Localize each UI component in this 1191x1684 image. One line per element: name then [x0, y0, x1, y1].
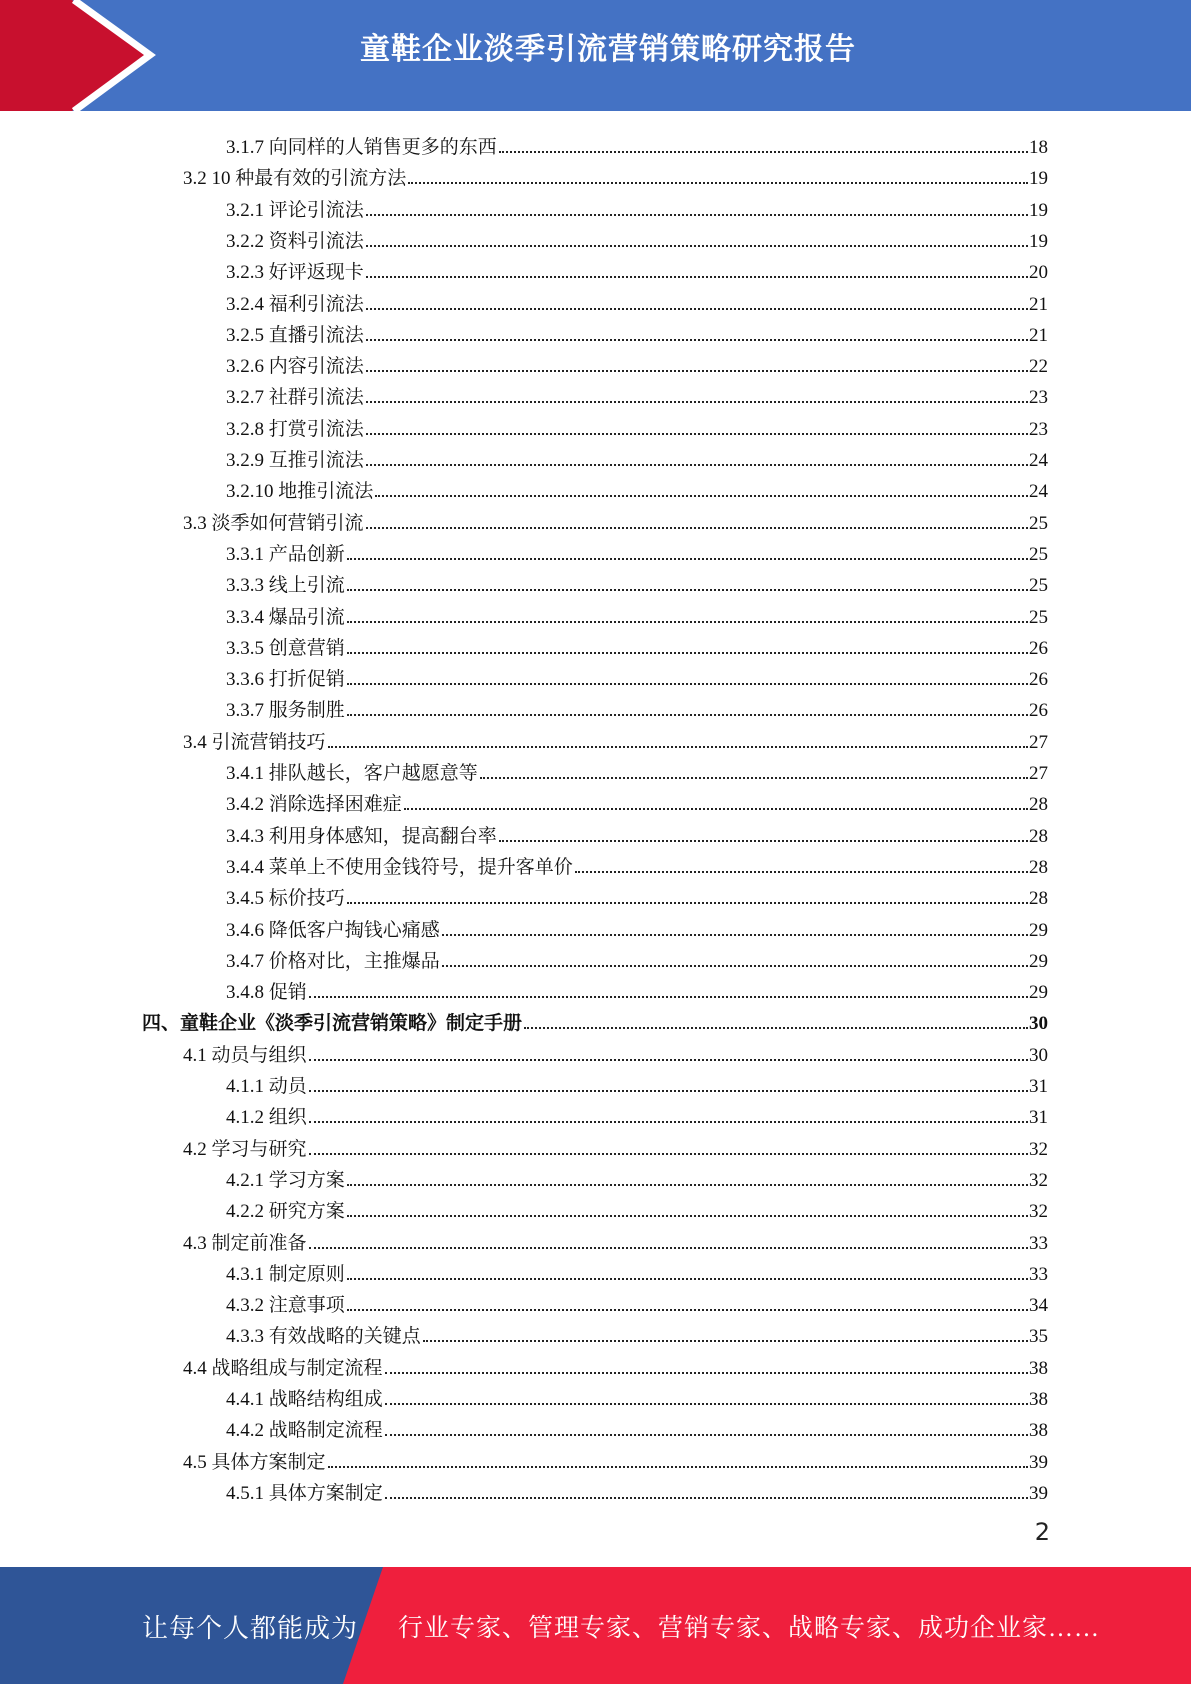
toc-subsection-entry[interactable]: [226, 1067, 1048, 1098]
toc-subsection-entry[interactable]: [226, 222, 1048, 253]
page-number: 2: [1034, 1518, 1050, 1546]
toc-dot-leader: [366, 370, 1028, 372]
toc-subsection-entry[interactable]: [226, 566, 1048, 597]
toc-entry-label: 3.3.1 产品创新: [226, 543, 345, 565]
toc-dot-leader: [366, 401, 1028, 403]
toc-entry-label: 3.3.6 打折促销: [226, 669, 345, 691]
toc-entry-label: 4.2.1 学习方案: [226, 1169, 345, 1191]
toc-entry-page: 27: [1029, 731, 1048, 753]
toc-entry-label: 4.3 制定前准备: [183, 1232, 307, 1254]
toc-subsection-entry[interactable]: [226, 1411, 1048, 1442]
toc-entry-label: 3.2.2 资料引流法: [226, 230, 364, 252]
toc-section-entry[interactable]: [183, 1224, 1048, 1255]
toc-dot-leader: [347, 683, 1028, 685]
toc-entry-label: 4.1 动员与组织: [183, 1044, 307, 1066]
toc-entry-label: 四、童鞋企业《淡季引流营销策略》制定手册: [142, 1013, 523, 1035]
toc-entry-label: 3.4 引流营销技巧: [183, 731, 326, 753]
toc-entry-page: 33: [1029, 1232, 1048, 1254]
toc-entry-label: 3.3 淡季如何营销引流: [183, 512, 364, 534]
toc-dot-leader: [499, 840, 1028, 842]
toc-entry-label: 3.2.8 打赏引流法: [226, 418, 364, 440]
toc-entry-page: 21: [1029, 324, 1048, 346]
toc-entry-page: 29: [1029, 919, 1048, 941]
toc-entry-label: 4.3.2 注意事项: [226, 1295, 345, 1317]
toc-subsection-entry[interactable]: [226, 1161, 1048, 1192]
toc-entry-page: 26: [1029, 637, 1048, 659]
toc-dot-leader: [499, 151, 1028, 153]
toc-section-entry[interactable]: [183, 1130, 1048, 1161]
toc-entry-page: 35: [1029, 1326, 1048, 1348]
toc-entry-page: 31: [1029, 1076, 1048, 1097]
toc-entry-label: 4.3.1 制定原则: [226, 1263, 345, 1285]
toc-subsection-entry[interactable]: [226, 911, 1048, 942]
toc-entry-label: 3.2.4 福利引流法: [226, 293, 364, 315]
toc-entry-label: 4.4.1 战略结构组成: [226, 1389, 383, 1410]
toc-subsection-entry[interactable]: [226, 441, 1048, 472]
toc-entry-page: 24: [1029, 450, 1048, 471]
toc-dot-leader: [366, 245, 1028, 247]
toc-entry-label: 3.2.10 地推引流法: [226, 481, 374, 503]
toc-subsection-entry[interactable]: [226, 1286, 1048, 1317]
toc-dot-leader: [404, 808, 1028, 810]
toc-subsection-entry[interactable]: [226, 191, 1048, 222]
toc-entry-page: 28: [1029, 856, 1048, 878]
toc-entry-label: 3.4.7 价格对比，主推爆品: [226, 950, 440, 972]
toc-entry-page: 38: [1029, 1389, 1048, 1410]
toc-subsection-entry[interactable]: [226, 410, 1048, 441]
toc-entry-page: 29: [1029, 982, 1048, 1004]
toc-subsection-entry[interactable]: [226, 253, 1048, 284]
toc-dot-leader: [366, 464, 1028, 466]
toc-entry-label: 3.2 10 种最有效的引流方法: [183, 168, 407, 190]
toc-dot-leader: [347, 1215, 1028, 1217]
toc-dot-leader: [375, 495, 1028, 497]
toc-entry-label: 3.1.7 向同样的人销售更多的东西: [226, 137, 497, 158]
toc-dot-leader: [347, 652, 1028, 654]
toc-subsection-entry[interactable]: [226, 378, 1048, 409]
toc-entry-label: 3.4.4 菜单上不使用金钱符号，提升客单价: [226, 856, 573, 878]
toc-section-entry[interactable]: [183, 159, 1048, 190]
toc-entry-page: 30: [1029, 1013, 1048, 1035]
toc-entry-label: 4.4.2 战略制定流程: [226, 1420, 383, 1442]
toc-entry-label: 3.4.2 消除选择困难症: [226, 794, 402, 816]
toc-dot-leader: [328, 1466, 1028, 1468]
toc-dot-leader: [309, 1153, 1028, 1155]
toc-subsection-entry[interactable]: [226, 1192, 1048, 1223]
toc-section-entry[interactable]: [183, 723, 1048, 754]
toc-dot-leader: [408, 182, 1028, 184]
toc-subsection-entry[interactable]: [226, 1255, 1048, 1286]
toc-dot-leader: [423, 1340, 1028, 1342]
toc-dot-leader: [309, 1059, 1028, 1061]
toc-entry-label: 3.4.1 排队越长，客户越愿意等: [226, 763, 478, 784]
toc-subsection-entry[interactable]: [226, 942, 1048, 973]
toc-entry-label: 4.2.2 研究方案: [226, 1201, 345, 1223]
toc-section-entry[interactable]: [183, 1036, 1048, 1067]
toc-entry-page: 25: [1029, 543, 1048, 565]
toc-entry-page: 28: [1029, 794, 1048, 816]
toc-subsection-entry[interactable]: [226, 285, 1048, 316]
toc-subsection-entry[interactable]: [226, 128, 1048, 159]
toc-entry-page: 20: [1029, 262, 1048, 284]
toc-section-entry[interactable]: [183, 1349, 1048, 1380]
toc-subsection-entry[interactable]: [226, 629, 1048, 660]
toc-entry-page: 39: [1029, 1482, 1048, 1504]
toc-subsection-entry[interactable]: [226, 879, 1048, 910]
toc-entry-page: 32: [1029, 1169, 1048, 1191]
toc-entry-label: 3.2.6 内容引流法: [226, 356, 364, 378]
toc-dot-leader: [385, 1403, 1028, 1405]
toc-entry-page: 27: [1029, 763, 1048, 784]
toc-entry-page: 31: [1029, 1107, 1048, 1129]
toc-entry-label: 3.2.1 评论引流法: [226, 199, 364, 221]
toc-dot-leader: [575, 871, 1028, 873]
toc-entry-label: 3.4.3 利用身体感知，提高翻台率: [226, 825, 497, 847]
toc-dot-leader: [347, 902, 1028, 904]
toc-dot-leader: [309, 1090, 1028, 1092]
toc-subsection-entry[interactable]: [226, 535, 1048, 566]
toc-entry-page: 28: [1029, 825, 1048, 847]
toc-entry-page: 39: [1029, 1451, 1048, 1473]
toc-dot-leader: [347, 1309, 1028, 1311]
toc-dot-leader: [385, 1372, 1028, 1374]
toc-dot-leader: [347, 558, 1028, 560]
footer-slogan: 让每个人都能成为: [142, 1614, 359, 1643]
toc-dot-leader: [347, 1278, 1028, 1280]
toc-dot-leader: [309, 1121, 1028, 1123]
toc-dot-leader: [480, 777, 1028, 779]
page-header: [0, 0, 1191, 111]
toc-entry-label: 4.2 学习与研究: [183, 1138, 307, 1160]
toc-dot-leader: [347, 714, 1028, 716]
toc-entry-label: 3.2.9 互推引流法: [226, 450, 364, 471]
toc-dot-leader: [366, 433, 1028, 435]
toc-dot-leader: [347, 621, 1028, 623]
toc-dot-leader: [309, 996, 1028, 998]
toc-entry-label: 3.3.4 爆品引流: [226, 606, 345, 628]
toc-entry-page: 24: [1029, 481, 1048, 503]
toc-entry-page: 30: [1029, 1044, 1048, 1066]
toc-subsection-entry[interactable]: [226, 472, 1048, 503]
toc-subsection-entry[interactable]: [226, 660, 1048, 691]
toc-entry-label: 4.5 具体方案制定: [183, 1451, 326, 1473]
toc-entry-label: 3.2.3 好评返现卡: [226, 262, 364, 284]
toc-dot-leader: [366, 214, 1028, 216]
toc-subsection-entry[interactable]: [226, 785, 1048, 816]
toc-entry-label: 4.5.1 具体方案制定: [226, 1482, 383, 1504]
toc-dot-leader: [347, 589, 1028, 591]
toc-dot-leader: [524, 1027, 1028, 1029]
toc-dot-leader: [442, 965, 1028, 967]
toc-entry-page: 32: [1029, 1201, 1048, 1223]
toc-entry-label: 3.2.7 社群引流法: [226, 387, 364, 409]
toc-subsection-entry[interactable]: [226, 347, 1048, 378]
toc-entry-page: 25: [1029, 606, 1048, 628]
toc-entry-label: 4.1.1 动员: [226, 1076, 307, 1097]
toc-entry-label: 3.2.5 直播引流法: [226, 324, 364, 346]
toc-entry-page: 19: [1029, 168, 1048, 190]
toc-entry-label: 4.3.3 有效战略的关键点: [226, 1326, 421, 1348]
toc-dot-leader: [366, 308, 1028, 310]
page-footer: [0, 1567, 1191, 1684]
toc-subsection-entry[interactable]: [226, 598, 1048, 629]
report-title: 童鞋企业淡季引流营销策略研究报告: [360, 32, 856, 67]
toc-subsection-entry[interactable]: [226, 754, 1048, 785]
toc-entry-page: 23: [1029, 387, 1048, 409]
toc-entry-page: 25: [1029, 575, 1048, 597]
toc-dot-leader: [385, 1434, 1028, 1436]
toc-dot-leader: [366, 339, 1028, 341]
toc-subsection-entry[interactable]: [226, 1098, 1048, 1129]
toc-entry-page: 22: [1029, 356, 1048, 378]
toc-dot-leader: [385, 1497, 1028, 1499]
toc-entry-page: 26: [1029, 669, 1048, 691]
toc-entry-page: 29: [1029, 950, 1048, 972]
footer-expert-list: 行业专家、管理专家、营销专家、战略专家、成功企业家……: [398, 1615, 1101, 1642]
toc-subsection-entry[interactable]: [226, 817, 1048, 848]
toc-subsection-entry[interactable]: [226, 316, 1048, 347]
toc-entry-page: 18: [1029, 137, 1048, 158]
toc-chapter-entry[interactable]: [142, 1004, 1048, 1035]
toc-dot-leader: [366, 276, 1028, 278]
toc-dot-leader: [347, 1184, 1028, 1186]
toc-entry-label: 3.3.7 服务制胜: [226, 700, 345, 722]
toc-entry-page: 25: [1029, 512, 1048, 534]
toc-entry-label: 4.1.2 组织: [226, 1107, 307, 1129]
toc-entry-page: 33: [1029, 1263, 1048, 1285]
toc-entry-label: 3.4.6 降低客户掏钱心痛感: [226, 919, 440, 941]
toc-entry-label: 3.4.5 标价技巧: [226, 888, 345, 910]
toc-entry-page: 34: [1029, 1295, 1048, 1317]
toc-dot-leader: [442, 934, 1028, 936]
toc-entry-label: 3.3.3 线上引流: [226, 575, 345, 597]
toc-dot-leader: [366, 527, 1028, 529]
toc-entry-page: 21: [1029, 293, 1048, 315]
toc-entry-page: 26: [1029, 700, 1048, 722]
toc-subsection-entry[interactable]: [226, 1380, 1048, 1411]
toc-entry-label: 4.4 战略组成与制定流程: [183, 1357, 383, 1379]
toc-subsection-entry[interactable]: [226, 848, 1048, 879]
toc-dot-leader: [309, 1247, 1028, 1249]
toc-dot-leader: [328, 746, 1028, 748]
toc-entry-label: 3.4.8 促销: [226, 982, 307, 1004]
toc-entry-page: 28: [1029, 888, 1048, 910]
toc-entry-page: 19: [1029, 199, 1048, 221]
toc-entry-label: 3.3.5 创意营销: [226, 637, 345, 659]
toc-section-entry[interactable]: [183, 504, 1048, 535]
toc-subsection-entry[interactable]: [226, 973, 1048, 1004]
toc-entry-page: 32: [1029, 1138, 1048, 1160]
toc-subsection-entry[interactable]: [226, 1317, 1048, 1348]
toc-entry-page: 38: [1029, 1420, 1048, 1442]
toc-entry-page: 23: [1029, 418, 1048, 440]
toc-subsection-entry[interactable]: [226, 691, 1048, 722]
toc-entry-page: 38: [1029, 1357, 1048, 1379]
toc-section-entry[interactable]: [183, 1443, 1048, 1474]
toc-subsection-entry[interactable]: [226, 1474, 1048, 1505]
toc-entry-page: 19: [1029, 230, 1048, 252]
